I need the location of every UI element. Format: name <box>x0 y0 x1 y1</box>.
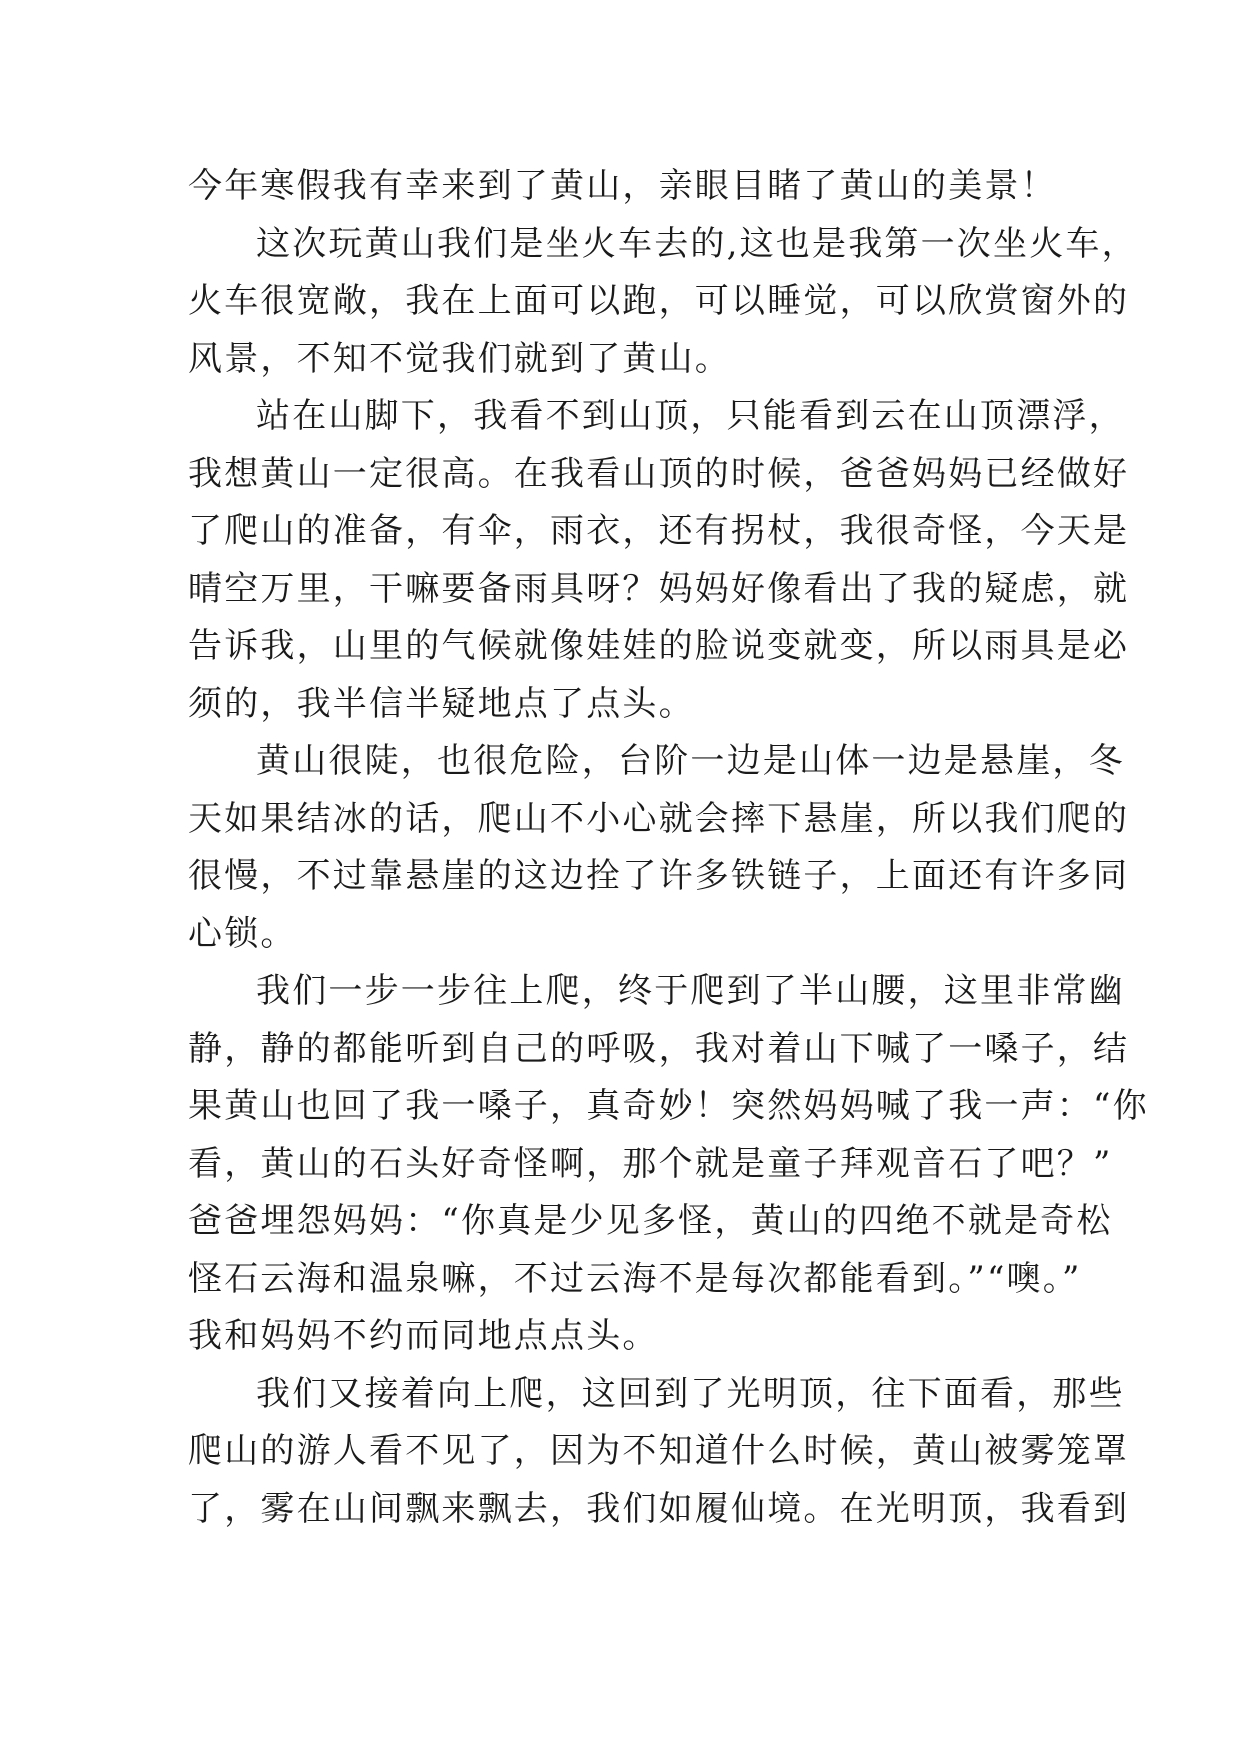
text-line: 晴空万里，干嘛要备雨具呀？妈妈好像看出了我的疑虑，就 <box>188 568 1130 609</box>
text-line: 告诉我，山里的气候就像娃娃的脸说变就变，所以雨具是必 <box>188 626 1130 666</box>
text-line: 站在山脚下，我看不到山顶，只能看到云在山顶漂浮， <box>256 396 1125 436</box>
text-line: 黄山很陡，也很危险，台阶一边是山体一边是悬崖，冬 <box>256 741 1125 781</box>
text-line: 风景，不知不觉我们就到了黄山。 <box>188 338 731 379</box>
text-line: 果黄山也回了我一嗓子，真奇妙！突然妈妈喊了我一声：“你 <box>188 1086 1149 1126</box>
text-line: 我想黄山一定很高。在我看山顶的时候，爸爸妈妈已经做好 <box>188 453 1130 494</box>
text-line: 心锁。 <box>188 913 297 954</box>
text-line: 我们一步一步往上爬，终于爬到了半山腰，这里非常幽 <box>256 971 1125 1011</box>
text-line: 天如果结冰的话，爬山不小心就会摔下悬崖，所以我们爬的 <box>188 798 1130 839</box>
text-line: 看，黄山的石头好奇怪啊，那个就是童子拜观音石了吧？” <box>188 1143 1113 1184</box>
essay-text <box>188 158 1149 1538</box>
text-line: 爸爸埋怨妈妈：“你真是少见多怪，黄山的四绝不就是奇松 <box>188 1201 1113 1241</box>
text-line: 我们又接着向上爬，这回到了光明顶，往下面看，那些 <box>256 1373 1125 1414</box>
text-line: 爬山的游人看不见了，因为不知道什么时候，黄山被雾笼罩 <box>188 1431 1130 1471</box>
text-line: 了爬山的准备，有伞，雨衣，还有拐杖，我很奇怪，今天是 <box>188 511 1130 551</box>
text-line: 今年寒假我有幸来到了黄山，亲眼目睹了黄山的美景！ <box>188 166 1057 206</box>
text-line: 怪石云海和温泉嘛，不过云海不是每次都能看到。”“噢。” <box>188 1258 1082 1299</box>
text-line: 了，雾在山间飘来飘去，我们如履仙境。在光明顶，我看到 <box>188 1488 1130 1529</box>
text-line: 静，静的都能听到自己的呼吸，我对着山下喊了一嗓子，结 <box>188 1028 1130 1069</box>
text-line: 我和妈妈不约而同地点点头。 <box>188 1316 659 1356</box>
text-line: 很慢，不过靠悬崖的这边拴了许多铁链子，上面还有许多同 <box>188 856 1130 896</box>
text-line: 须的，我半信半疑地点了点头。 <box>188 683 695 724</box>
text-line: 火车很宽敞，我在上面可以跑，可以睡觉，可以欣赏窗外的 <box>188 281 1130 321</box>
text-line: 这次玩黄山我们是坐火车去的,这也是我第一次坐火车， <box>256 223 1138 264</box>
